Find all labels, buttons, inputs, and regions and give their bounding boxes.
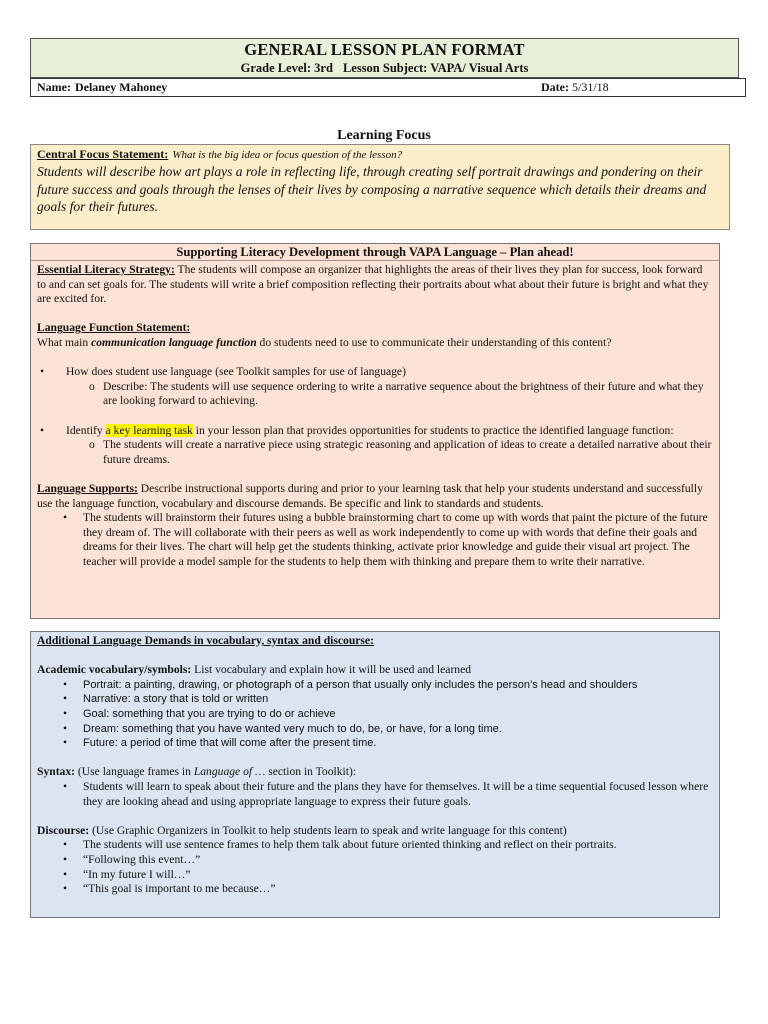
ls-label: Language Supports: <box>37 481 138 495</box>
list-item <box>37 736 713 751</box>
literacy-section <box>30 243 720 619</box>
bullet-icon: • <box>40 423 45 437</box>
list-item <box>37 365 713 380</box>
list-item-text: Narrative: a story that is told or written <box>83 693 269 706</box>
central-focus-question: What is the big idea or focus question of the lesson? <box>172 149 403 161</box>
central-focus-label-line <box>37 145 723 163</box>
vocab-line <box>37 663 713 678</box>
list-item-text: “Following this event…” <box>83 852 201 866</box>
list-item <box>37 424 713 439</box>
central-focus-statement: Students will describe how art plays a role in reflecting life, through creating self portrait drawings and pondering on their future success and goals through the lenses of their lives by composing a narrative sequence which details their dreams and goals for their futures. <box>37 164 707 214</box>
central-focus-box <box>30 144 730 230</box>
literacy-heading: Supporting Literacy Development through VAPA Language – Plan ahead! <box>31 244 719 261</box>
vocab-label: Academic vocabulary/symbols: <box>37 663 192 677</box>
bullet-icon: • <box>63 838 68 852</box>
date-label: Date: <box>541 80 569 94</box>
discourse-line <box>37 824 713 839</box>
discourse-label: Discourse: <box>37 823 90 837</box>
ls-bullet-text: The students will brainstorm their futures using a bubble brainstorming chart to come up with words that paint the picture of the future they dream of. The will collaborate with their peers as well as work independently to come up with words that define their goals and dreams for their lives. The chart will help get the students thinking, activate prior knowledge and guide their visual art project. The teacher will provide a model sample for the students to help them with thinking and prepare them to write their narrative. <box>83 511 708 568</box>
highlighted-text: a key learning task <box>105 423 193 437</box>
list-item <box>37 380 713 409</box>
lesson-plan-header <box>30 38 739 78</box>
additional-language-section <box>30 631 720 918</box>
list-item-text: Future: a period of time that will come after the present time. <box>83 737 377 750</box>
list-item-text: Dream: something that you have wanted very much to do, be, or have, for a long time. <box>83 722 502 735</box>
bullet-icon: • <box>63 706 68 720</box>
learning-focus-title: Learning Focus <box>337 128 431 143</box>
list-item <box>37 438 713 467</box>
grade-subject-line <box>31 60 738 76</box>
vocab-list <box>37 678 713 751</box>
syntax-post: section in Toolkit): <box>265 765 357 779</box>
list-item <box>37 511 713 569</box>
syntax-emphasis: Language of … <box>193 765 266 779</box>
list-item <box>37 722 713 737</box>
bullet-text-pre: Identify <box>66 423 106 437</box>
list-item <box>37 692 713 707</box>
discourse-text: (Use Graphic Organizers in Toolkit to help students learn to speak and write language for this content) <box>89 823 567 837</box>
lfs-q-emphasis: communication language function <box>91 335 257 349</box>
list-item <box>37 838 713 853</box>
language-supports <box>37 482 713 511</box>
sub-bullet-text: Describe: The students will use sequence ordering to write a narrative sequence about the brightness of their future and what they are looking forward to achieving. <box>103 379 704 408</box>
bullet-icon: • <box>63 511 68 525</box>
additional-heading: Additional Language Demands in vocabulary, syntax and discourse: <box>37 634 374 647</box>
central-focus-label: Central Focus Statement: <box>37 147 169 161</box>
literacy-body <box>31 261 719 569</box>
syntax-label: Syntax: <box>37 765 76 779</box>
bullet-icon: • <box>63 852 68 866</box>
bullet-text-post: in your lesson plan that provides opportunities for students to practice the identified language function: <box>192 423 674 437</box>
bullet-text: How does student use language (see Toolkit samples for use of language) <box>66 365 406 379</box>
date-value: 5/31/18 <box>571 80 609 94</box>
sub-bullet-text: The students will create a narrative piece using strategic reasoning and application of ideas to create a detailed narrative about their future dreams. <box>103 438 712 466</box>
ls-text: Describe instructional supports during and prior to your learning task that help your students understand and successfully use the language function, vocabulary and discourse demands. Be specific and link to standards and students. <box>37 481 703 510</box>
bullet-icon: • <box>63 736 68 750</box>
discourse-list <box>37 838 713 896</box>
syntax-item-text: Students will learn to speak about their future and the plans they have for themselves. It will be a time sequential focused lesson where they are looking ahead and using appropriate language to express their future goals. <box>83 779 709 808</box>
sub-bullet-icon: o <box>89 438 95 452</box>
list-item-text: Portrait: a painting, drawing, or photograph of a person that usually only includes the person’s head and shoulders <box>83 678 638 691</box>
list-item <box>37 853 713 868</box>
bullet-icon: • <box>40 365 45 379</box>
name-value: Delaney Mahoney <box>74 80 168 94</box>
bullet-icon: • <box>63 882 68 896</box>
bullet-icon: • <box>63 867 68 881</box>
bullet-icon: • <box>63 692 68 706</box>
name-date-bar <box>30 78 746 97</box>
list-item <box>37 678 713 693</box>
grade-level: Grade Level: 3rd <box>240 61 333 75</box>
list-item-text: Goal: something that you are trying to do or achieve <box>83 707 336 720</box>
name-label: Name: <box>37 80 71 94</box>
essential-literacy-strategy <box>37 263 713 307</box>
lesson-subject: Lesson Subject: VAPA/ Visual Arts <box>342 61 529 75</box>
list-item-text: “In my future I will…” <box>83 867 191 881</box>
lfs-q-post: do students need to use to communicate their understanding of this content? <box>256 335 612 349</box>
sub-bullet-icon: o <box>89 379 95 393</box>
els-text: The students will compose an organizer that highlights the areas of their lives they plan for success, look forward to and can set goals for. The students will write a brief composition reflecting their portraits about what about their future is bright and what they are excited for. <box>37 263 709 306</box>
date-field <box>541 79 609 96</box>
list-item <box>37 868 713 883</box>
syntax-line <box>37 765 713 780</box>
els-label: Essential Literacy Strategy: <box>37 263 175 276</box>
list-item <box>37 707 713 722</box>
lfs-question <box>37 336 713 351</box>
list-item <box>37 780 713 809</box>
list-item-text: The students will use sentence frames to help them talk about future oriented thinking and reflect on their portraits. <box>83 838 617 852</box>
syntax-pre: (Use language frames in <box>75 765 194 779</box>
list-item <box>37 882 713 897</box>
lfs-label: Language Function Statement: <box>37 321 191 335</box>
bullet-icon: • <box>63 721 68 735</box>
list-item-text: “This goal is important to me because…” <box>83 882 276 896</box>
name-field <box>37 79 167 96</box>
document-title: GENERAL LESSON PLAN FORMAT <box>244 40 525 59</box>
lfs-q-pre: What main <box>37 335 92 349</box>
bullet-icon: • <box>63 779 68 793</box>
vocab-text: List vocabulary and explain how it will be used and learned <box>191 663 472 677</box>
bullet-icon: • <box>63 677 68 691</box>
